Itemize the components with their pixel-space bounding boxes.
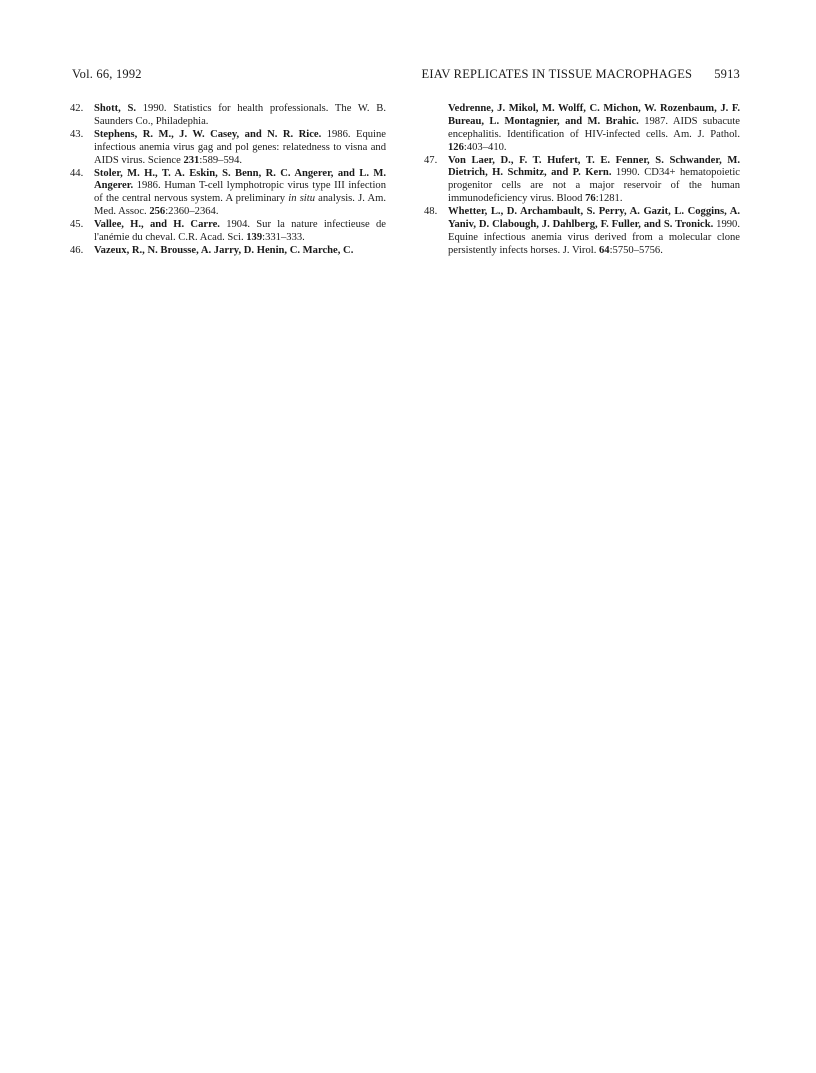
reference-text-continued: analysis. J. Am. Med. Assoc. <box>94 193 387 218</box>
reference-authors: Vallee, H., and H. Carre. <box>94 219 220 231</box>
reference-pages: :403–410. <box>463 141 507 153</box>
reference-volume: 76 <box>585 193 596 205</box>
reference-text: 1904. Sur la nature infectieuse de l'anémie du cheval. C.R. Acad. Sci. <box>94 219 386 243</box>
reference-46-start <box>70 245 386 258</box>
reference-number: 44. <box>70 167 84 179</box>
reference-text: 1987. AIDS subacute encephalitis. Identification of HIV-infected cells. Am. J. Pathol. <box>448 115 740 140</box>
reference-authors: Von Laer, D., F. T. Hufert, T. E. Fenner, S. Schwander, M. Dietrich, H. Schmitz, and P. Kern. <box>448 154 740 179</box>
references-column-right <box>424 103 740 258</box>
reference-authors: Stoler, M. H., T. A. Eskin, S. Benn, R. C. Angerer, and L. M. Angerer. <box>94 167 386 192</box>
reference-48 <box>424 206 740 257</box>
reference-number: 47. <box>424 154 438 166</box>
reference-authors: Whetter, L., D. Archambault, S. Perry, A. Gazit, L. Coggins, A. Yaniv, D. Clabough, J. Dahlberg, F. Fuller, and S. Tronick. <box>448 206 740 230</box>
journal-volume: Vol. 66, 1992 <box>72 67 142 81</box>
running-title: EIAV REPLICATES IN TISSUE MACROPHAGES <box>421 67 693 81</box>
reference-authors: Stephens, R. M., J. W. Casey, and N. R. Rice. <box>94 128 322 140</box>
reference-volume: 256 <box>149 206 166 218</box>
reference-pages: :5750–5756. <box>609 244 663 256</box>
reference-number: 48. <box>424 206 438 218</box>
reference-42 <box>70 103 386 129</box>
reference-46-continued <box>424 103 740 154</box>
reference-number: 46. <box>70 245 84 257</box>
reference-italic-term: in situ <box>288 193 315 205</box>
reference-43 <box>70 129 386 168</box>
reference-44 <box>70 168 386 219</box>
reference-pages: :1281. <box>595 193 623 205</box>
reference-number: 43. <box>70 128 84 140</box>
reference-text: 1990. CD34+ hematopoietic progenitor cells are not a major reservoir of the human immunodeficiency virus. Blood <box>448 167 740 205</box>
header-right <box>422 67 740 82</box>
references-column-left <box>70 103 386 258</box>
page-header <box>72 67 740 85</box>
reference-authors: Shott, S. <box>94 103 137 114</box>
reference-volume: 64 <box>599 244 610 256</box>
reference-text: 1990. Equine infectious anemia virus derived from a molecular clone persistently infects horses. J. Virol. <box>448 218 741 256</box>
reference-volume: 126 <box>448 141 464 153</box>
reference-pages: :589–594. <box>199 154 243 166</box>
reference-pages: :2360–2364. <box>165 206 219 218</box>
reference-pages: :331–333. <box>262 232 305 243</box>
reference-text: 1986. Human T-cell lymphotropic virus type III infection of the central nervous system. A preliminary <box>94 180 386 205</box>
reference-authors: Vazeux, R., N. Brousse, A. Jarry, D. Henin, C. Marche, C. <box>94 245 354 257</box>
reference-number: 45. <box>70 219 84 231</box>
reference-text: 1990. Statistics for health professionals. The W. B. Saunders Co., Philadephia. <box>94 103 386 127</box>
reference-volume: 139 <box>246 232 263 243</box>
reference-text: 1986. Equine infectious anemia virus gag and pol genes: relatedness to visna and AIDS virus. Science <box>94 128 386 166</box>
reference-45 <box>70 219 386 245</box>
reference-number: 42. <box>70 103 84 114</box>
reference-authors: Vedrenne, J. Mikol, M. Wolff, C. Michon, W. Rozenbaum, J. F. Bureau, L. Montagnier, and M. Brahic. <box>448 103 740 127</box>
reference-47 <box>424 155 740 206</box>
page-number: 5913 <box>714 67 740 81</box>
reference-volume: 231 <box>183 154 200 166</box>
